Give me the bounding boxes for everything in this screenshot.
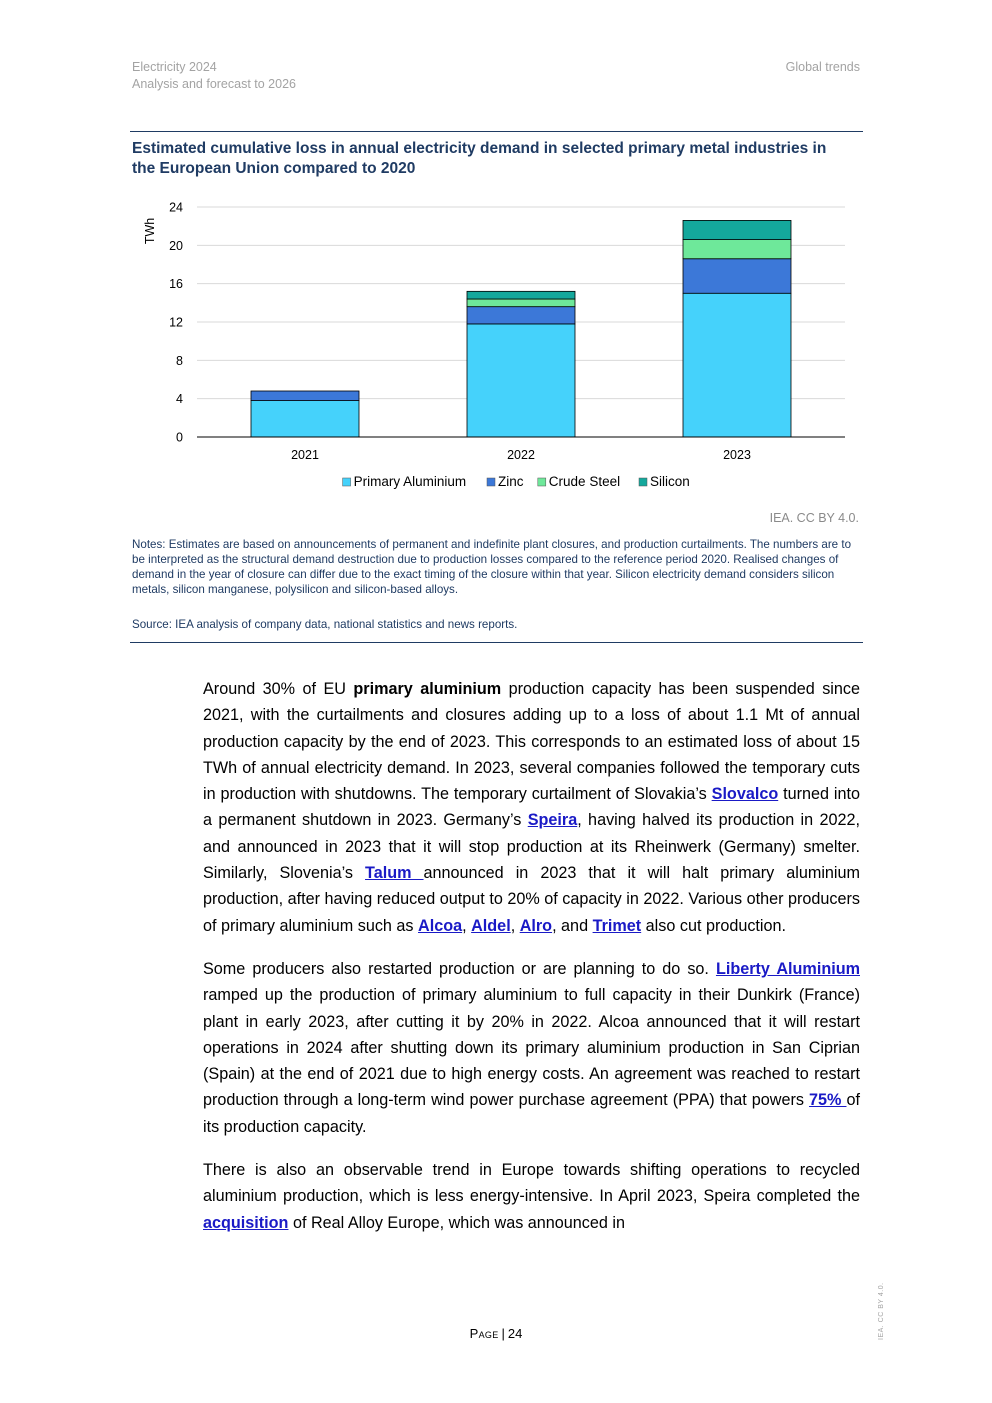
page-label: Page: [469, 1326, 499, 1341]
x-tick-label: 2022: [507, 448, 535, 462]
text-run: , having halved its production in 2022, and announced in 2023 that it will stop production at its Rheinwerk (Germany) smelter. Similarly, Slovenia’s: [203, 811, 860, 883]
text-run: turned into a permanent shutdown in 2023. Germany’s: [203, 785, 861, 830]
text-run: of Real Alloy Europe, which was announced in: [288, 1213, 625, 1232]
legend-label: Crude Steel: [548, 474, 621, 489]
text-run: Around 30% of EU: [203, 680, 354, 698]
side-credit: IEA. CC BY 4.0.: [878, 1282, 885, 1340]
figure-source: Source: IEA analysis of company data, national statistics and news reports.: [132, 618, 518, 631]
text-run: Some producers also restarted production or are planning to do so.: [203, 959, 716, 978]
page-footer: [0, 1326, 992, 1341]
link-acquisition[interactable]: acquisition: [203, 1213, 289, 1232]
bar-segment-zinc: [251, 391, 359, 401]
page-separator: |: [501, 1326, 505, 1341]
text-run: There is also an observable trend in Europe towards shifting operations to recycled aluminium production, which is less energy-intensive. In April 2023, Speira completed the: [203, 1161, 860, 1206]
text-run: , and: [552, 916, 593, 935]
figure-notes: Notes: Estimates are based on announcements of permanent and indefinite plant closures, and production curtailments. The numbers are to be interpreted as the structural demand destruction due to production losses compared to the reference period 2020. Realised changes of demand in the year of closure can differ due to the exact timing of the closure within that year. Silicon electricity demand considers silicon metals, silicon manganese, polysilicon and silicon-based alloys.: [132, 538, 852, 596]
y-tick-label: 24: [169, 200, 183, 215]
link-aldel[interactable]: Aldel: [471, 916, 511, 935]
link-alcoa[interactable]: Alcoa: [418, 916, 463, 935]
bar-segment-crude-steel: [683, 240, 791, 259]
bar-segment-crude-steel: [467, 299, 575, 307]
text-run: ,: [462, 916, 472, 935]
running-header-left: [132, 59, 296, 93]
y-tick-label: 4: [176, 392, 183, 407]
x-tick-label: 2021: [291, 448, 319, 462]
text-run: ramped up the production of primary aluminium to full capacity in their Dunkirk (France) plant in early 2023, after cutting it by 20% in 2022. Alcoa announced that it will restart operations in 2024 after shutting down its primary aluminium production in San Ciprian (Spain) at the end of 2021 due to high energy costs. An agreement was reached to restart production through a long-term wind power purchase agreement (PPA) that powers: [203, 986, 860, 1110]
y-tick-label: 12: [169, 315, 183, 330]
y-tick-label: 8: [176, 353, 183, 368]
bar-segment-primary-aluminium: [683, 293, 791, 437]
y-tick-label: 16: [169, 277, 183, 292]
bar-segment-primary-aluminium: [467, 324, 575, 437]
legend-swatch: [487, 478, 495, 486]
report-subtitle: Analysis and forecast to 2026: [132, 77, 296, 91]
link-liberty-aluminium[interactable]: Liberty Aluminium: [715, 959, 860, 978]
text-run: announced in 2023 that it will halt primary aluminium production, after having reduced output to 20% of capacity in 2022. Various other producers of primary aluminium such as: [203, 864, 861, 935]
text-run: of its production capacity.: [203, 1091, 860, 1136]
legend-label: Zinc: [498, 474, 524, 489]
legend-swatch: [343, 478, 351, 486]
legend-swatch: [538, 478, 546, 486]
report-title: Electricity 2024: [132, 60, 217, 74]
bar-segment-primary-aluminium: [251, 401, 359, 437]
bar-segment-zinc: [683, 259, 791, 294]
legend-label: Primary Aluminium: [353, 474, 467, 489]
text-run: also cut production.: [641, 916, 787, 935]
bar-segment-silicon: [467, 291, 575, 299]
link-75-percent[interactable]: 75%: [809, 1091, 847, 1110]
figure-bottom-rule: [130, 642, 863, 643]
legend-swatch: [639, 478, 647, 486]
paragraph-primary-aluminium: [203, 676, 860, 939]
running-header-section: Global trends: [785, 60, 860, 74]
figure-top-rule: [130, 131, 863, 132]
link-talum[interactable]: Talum: [365, 864, 424, 883]
bold-term: primary aluminium: [353, 680, 502, 698]
paragraph-restarts: [203, 956, 860, 1140]
link-trimet[interactable]: Trimet: [592, 916, 642, 935]
text-run: production capacity has been suspended since 2021, with the curtailments and closures adding up to a loss of about 1.1 Mt of annual production capacity by the end of 2023. This corresponds to an estimated loss of about 15 TWh of annual electricity demand. In 2023, several companies followed the temporary cuts in production with shutdowns. The temporary curtailment of Slovakia’s: [203, 680, 861, 804]
body-text: [203, 676, 860, 1253]
chart-title: Estimated cumulative loss in annual electricity demand in selected primary metal industries in the European Union compared to 2020: [132, 140, 827, 177]
paragraph-recycling: [203, 1157, 860, 1236]
link-slovalco[interactable]: Slovalco: [711, 785, 779, 804]
y-tick-label: 0: [176, 430, 183, 445]
y-tick-label: 20: [169, 238, 183, 253]
page-number: 24: [507, 1326, 523, 1341]
bar-segment-zinc: [467, 307, 575, 324]
x-tick-label: 2023: [723, 448, 751, 462]
figure-credit: IEA. CC BY 4.0.: [769, 511, 859, 525]
y-axis-title: TWh: [143, 217, 157, 245]
stacked-bar-chart: [130, 190, 860, 510]
legend-label: Silicon: [650, 474, 690, 489]
text-run: ,: [510, 916, 520, 935]
bar-segment-silicon: [683, 220, 791, 239]
link-speira[interactable]: Speira: [527, 811, 578, 830]
link-alro[interactable]: Alro: [519, 916, 553, 935]
